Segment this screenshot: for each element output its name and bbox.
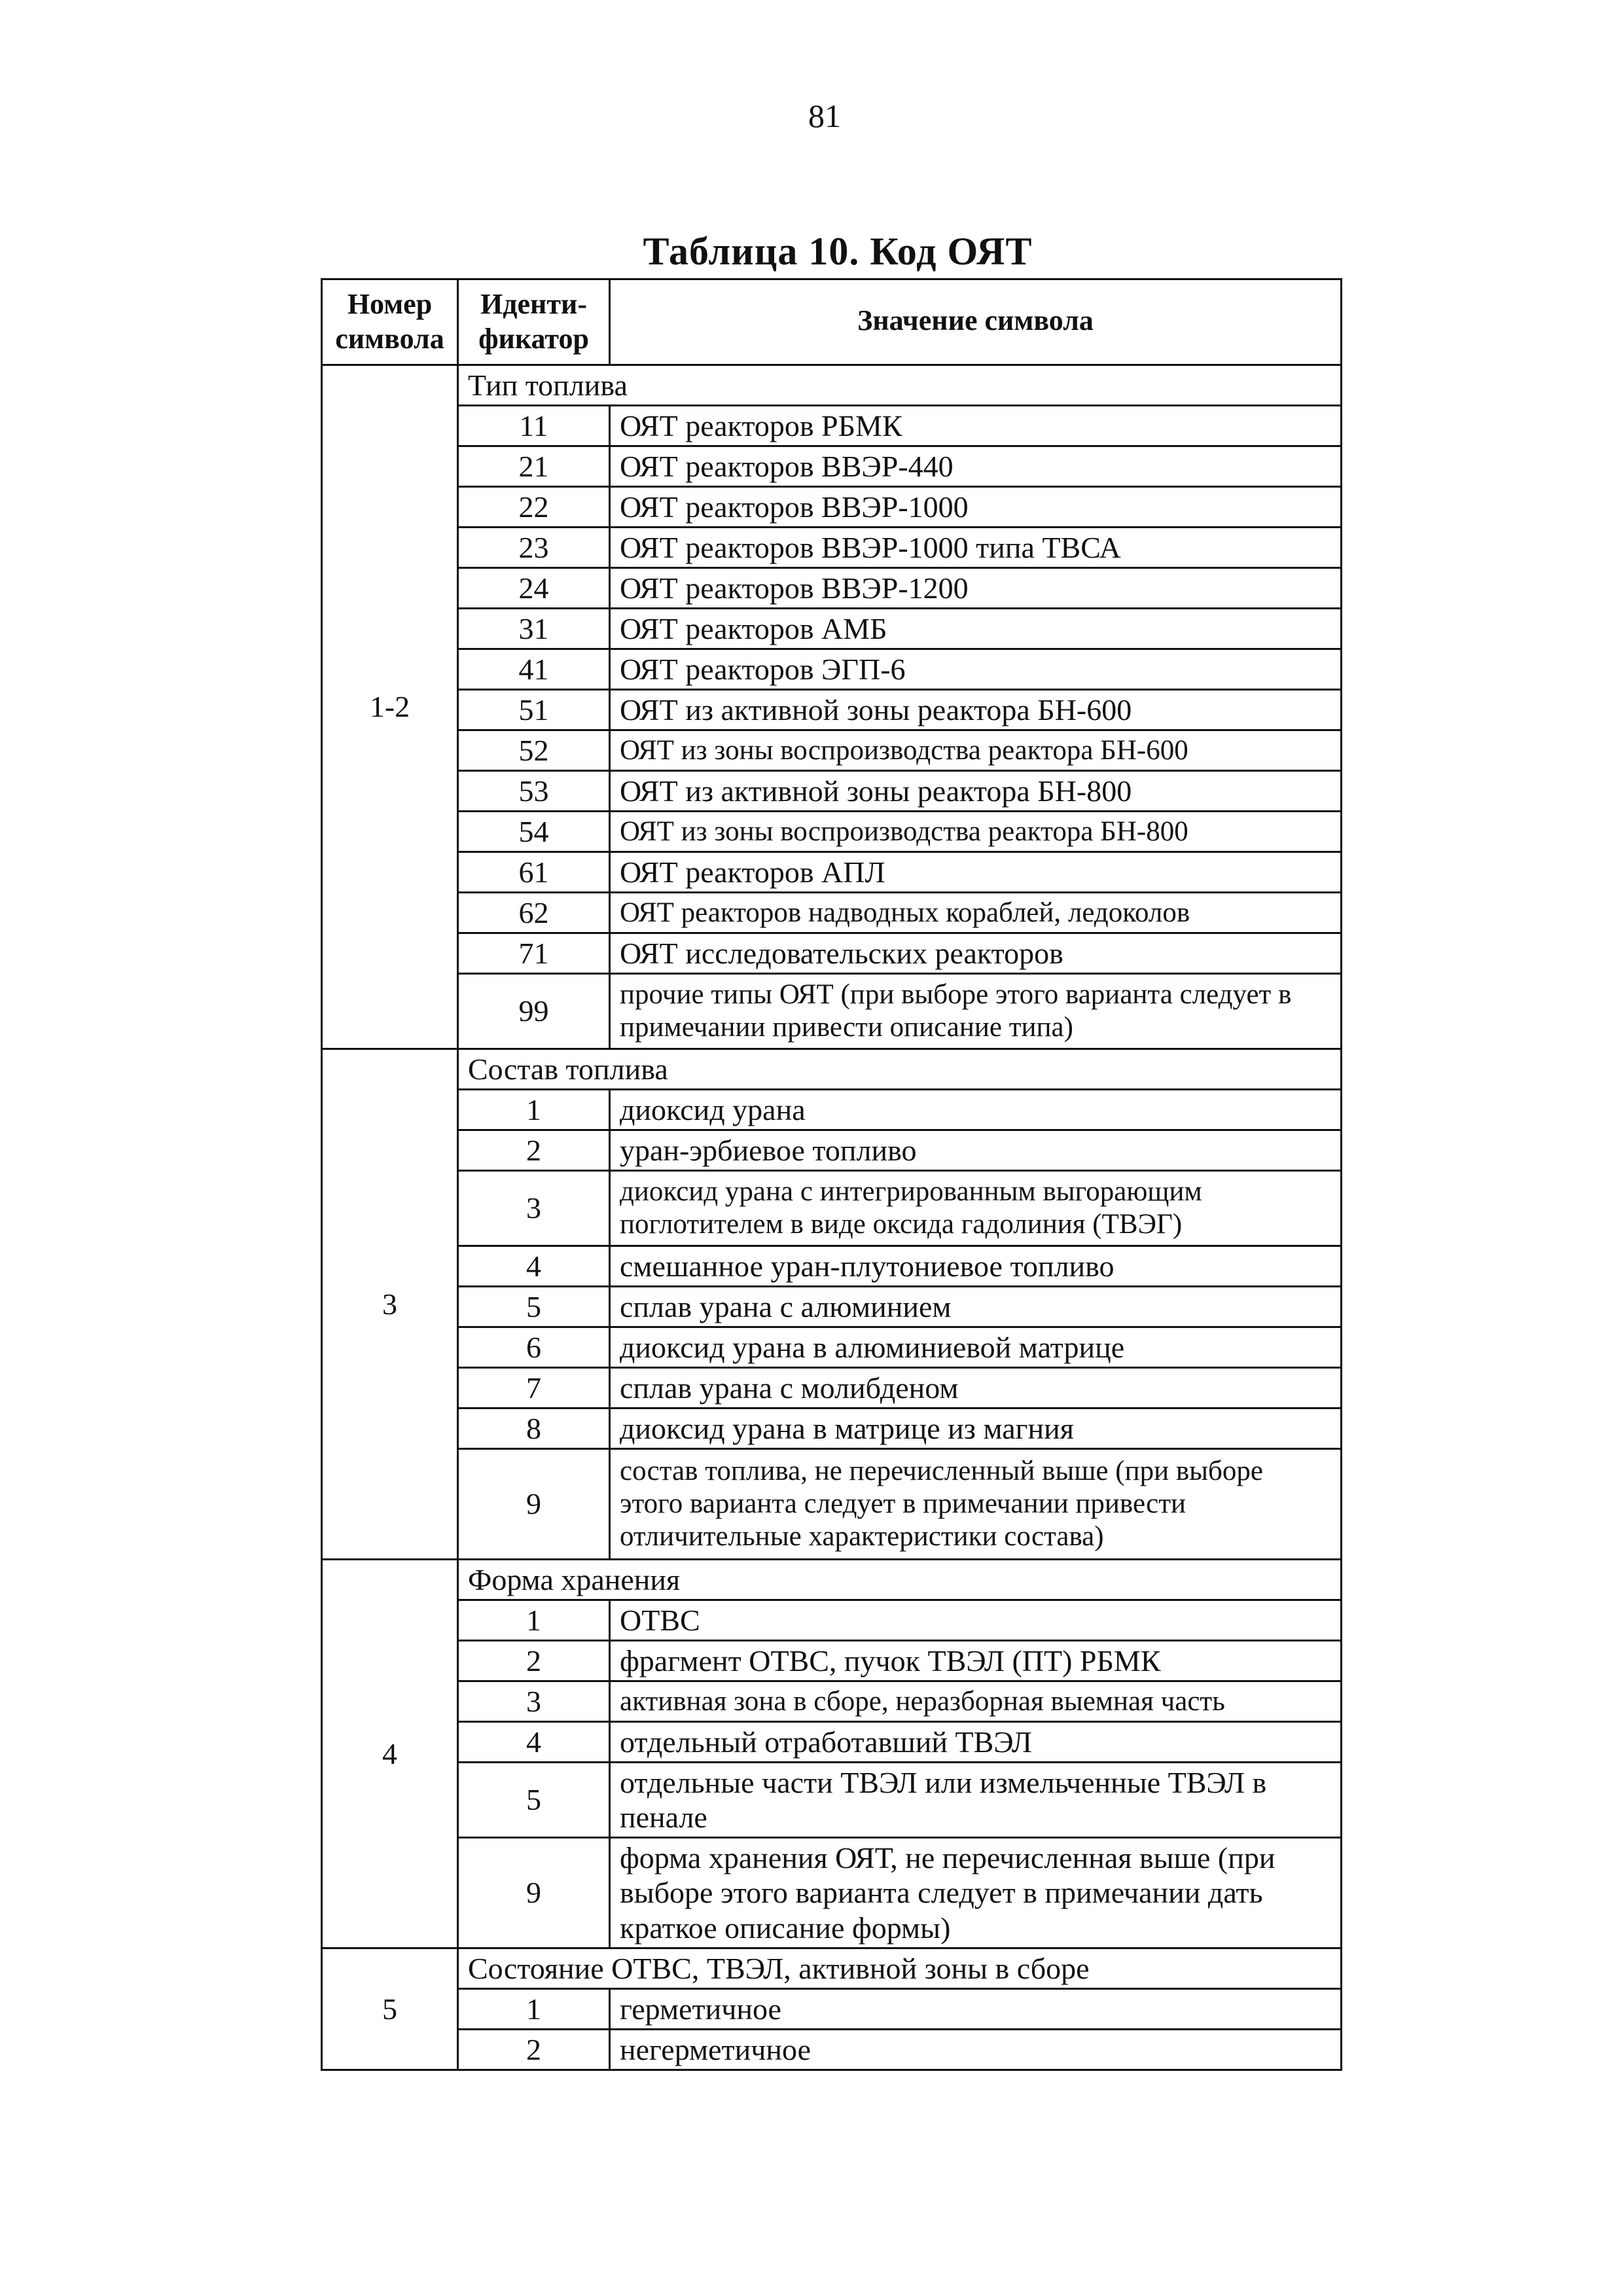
identifier-cell: 4 bbox=[458, 1722, 610, 1763]
identifier-cell: 1 bbox=[458, 1989, 610, 2030]
table-row bbox=[322, 1641, 1342, 1681]
meaning-cell: ОТВС bbox=[610, 1600, 1342, 1641]
table-row bbox=[322, 933, 1342, 974]
identifier-cell: 5 bbox=[458, 1287, 610, 1327]
identifier-cell: 24 bbox=[458, 568, 610, 609]
group-header-row bbox=[322, 1948, 1342, 1989]
table-row bbox=[322, 406, 1342, 446]
group-number: 1-2 bbox=[322, 365, 458, 1049]
identifier-cell: 3 bbox=[458, 1681, 610, 1722]
table-row bbox=[322, 771, 1342, 812]
identifier-cell: 1 bbox=[458, 1600, 610, 1641]
table-row bbox=[322, 1681, 1342, 1722]
identifier-cell: 23 bbox=[458, 528, 610, 568]
table-row bbox=[322, 1838, 1342, 1948]
meaning-cell: ОЯТ реакторов АМБ bbox=[610, 609, 1342, 649]
group-header-row bbox=[322, 1049, 1342, 1090]
identifier-cell: 22 bbox=[458, 487, 610, 528]
identifier-cell: 5 bbox=[458, 1763, 610, 1838]
identifier-cell: 61 bbox=[458, 852, 610, 893]
meaning-cell: ОЯТ реакторов ВВЭР-1000 типа ТВСА bbox=[610, 528, 1342, 568]
meaning-cell: ОЯТ из активной зоны реактора БН-600 bbox=[610, 690, 1342, 730]
group-name: Тип топлива bbox=[458, 365, 1342, 406]
meaning-cell: сплав урана с алюминием bbox=[610, 1287, 1342, 1327]
table-row bbox=[322, 1989, 1342, 2030]
code-table bbox=[321, 278, 1342, 2071]
identifier-cell: 9 bbox=[458, 1449, 610, 1560]
table-row bbox=[322, 2030, 1342, 2070]
group-name: Состояние ОТВС, ТВЭЛ, активной зоны в сборе bbox=[458, 1948, 1342, 1989]
identifier-cell: 21 bbox=[458, 446, 610, 487]
meaning-cell: отдельный отработавший ТВЭЛ bbox=[610, 1722, 1342, 1763]
meaning-cell: фрагмент ОТВС, пучок ТВЭЛ (ПТ) РБМК bbox=[610, 1641, 1342, 1681]
meaning-cell: прочие типы ОЯТ (при выборе этого варианта следует в примечании привести описание типа) bbox=[610, 974, 1342, 1049]
table-row bbox=[322, 1130, 1342, 1171]
meaning-cell: состав топлива, не перечисленный выше (при выборе этого варианта следует в примечании привести отличительные характеристики состава) bbox=[610, 1449, 1342, 1560]
identifier-cell: 52 bbox=[458, 730, 610, 771]
meaning-cell: сплав урана с молибденом bbox=[610, 1368, 1342, 1408]
group-name: Состав топлива bbox=[458, 1049, 1342, 1090]
meaning-cell: уран-эрбиевое топливо bbox=[610, 1130, 1342, 1171]
identifier-cell: 7 bbox=[458, 1368, 610, 1408]
meaning-cell: ОЯТ реакторов надводных кораблей, ледоколов bbox=[610, 893, 1342, 933]
table-row bbox=[322, 1246, 1342, 1287]
group-header-row bbox=[322, 1560, 1342, 1600]
table-row bbox=[322, 812, 1342, 852]
group-name: Форма хранения bbox=[458, 1560, 1342, 1600]
header-identifier: Иденти-фикатор bbox=[458, 279, 610, 365]
table-row bbox=[322, 487, 1342, 528]
meaning-cell: негерметичное bbox=[610, 2030, 1342, 2070]
meaning-cell: ОЯТ реакторов АПЛ bbox=[610, 852, 1342, 893]
identifier-cell: 6 bbox=[458, 1327, 610, 1368]
identifier-cell: 99 bbox=[458, 974, 610, 1049]
table-row bbox=[322, 1287, 1342, 1327]
meaning-cell: ОЯТ из зоны воспроизводства реактора БН-800 bbox=[610, 812, 1342, 852]
meaning-cell: ОЯТ реакторов ЭГП-6 bbox=[610, 649, 1342, 690]
table-row bbox=[322, 1449, 1342, 1560]
identifier-cell: 54 bbox=[458, 812, 610, 852]
meaning-cell: ОЯТ реакторов РБМК bbox=[610, 406, 1342, 446]
table-row bbox=[322, 1408, 1342, 1449]
identifier-cell: 71 bbox=[458, 933, 610, 974]
identifier-cell: 41 bbox=[458, 649, 610, 690]
group-number: 4 bbox=[322, 1560, 458, 1948]
table-title: Таблица 10. Код ОЯТ bbox=[643, 230, 1033, 273]
identifier-cell: 2 bbox=[458, 1641, 610, 1681]
meaning-cell: смешанное уран-плутониевое топливо bbox=[610, 1246, 1342, 1287]
identifier-cell: 11 bbox=[458, 406, 610, 446]
table-row bbox=[322, 649, 1342, 690]
identifier-cell: 4 bbox=[458, 1246, 610, 1287]
table-row bbox=[322, 1763, 1342, 1838]
table-row bbox=[322, 730, 1342, 771]
meaning-cell: форма хранения ОЯТ, не перечисленная выше (при выборе этого варианта следует в примечании дать краткое описание формы) bbox=[610, 1838, 1342, 1948]
table-row bbox=[322, 1600, 1342, 1641]
identifier-cell: 51 bbox=[458, 690, 610, 730]
table-row bbox=[322, 893, 1342, 933]
group-number: 5 bbox=[322, 1948, 458, 2070]
table-row bbox=[322, 446, 1342, 487]
meaning-cell: диоксид урана в алюминиевой матрице bbox=[610, 1327, 1342, 1368]
meaning-cell: диоксид урана с интегрированным выгорающим поглотителем в виде оксида гадолиния (ТВЭГ) bbox=[610, 1171, 1342, 1246]
identifier-cell: 2 bbox=[458, 2030, 610, 2070]
meaning-cell: ОЯТ реакторов ВВЭР-1000 bbox=[610, 487, 1342, 528]
meaning-cell: ОЯТ из зоны воспроизводства реактора БН-600 bbox=[610, 730, 1342, 771]
meaning-cell: герметичное bbox=[610, 1989, 1342, 2030]
table-row bbox=[322, 528, 1342, 568]
meaning-cell: ОЯТ реакторов ВВЭР-1200 bbox=[610, 568, 1342, 609]
identifier-cell: 62 bbox=[458, 893, 610, 933]
meaning-cell: диоксид урана в матрице из магния bbox=[610, 1408, 1342, 1449]
table-row bbox=[322, 1722, 1342, 1763]
meaning-cell: ОЯТ из активной зоны реактора БН-800 bbox=[610, 771, 1342, 812]
identifier-cell: 53 bbox=[458, 771, 610, 812]
table-row bbox=[322, 974, 1342, 1049]
identifier-cell: 1 bbox=[458, 1090, 610, 1130]
table-row bbox=[322, 1368, 1342, 1408]
meaning-cell: отдельные части ТВЭЛ или измельченные ТВЭЛ в пенале bbox=[610, 1763, 1342, 1838]
table-row bbox=[322, 852, 1342, 893]
table-row bbox=[322, 1171, 1342, 1246]
identifier-cell: 3 bbox=[458, 1171, 610, 1246]
meaning-cell: активная зона в сборе, неразборная выемная часть bbox=[610, 1681, 1342, 1722]
table-row bbox=[322, 1090, 1342, 1130]
meaning-cell: ОЯТ реакторов ВВЭР-440 bbox=[610, 446, 1342, 487]
meaning-cell: ОЯТ исследовательских реакторов bbox=[610, 933, 1342, 974]
table-row bbox=[322, 568, 1342, 609]
page-number: 81 bbox=[808, 98, 841, 134]
table-header-row bbox=[322, 279, 1342, 365]
table-row bbox=[322, 690, 1342, 730]
identifier-cell: 2 bbox=[458, 1130, 610, 1171]
meaning-cell: диоксид урана bbox=[610, 1090, 1342, 1130]
identifier-cell: 31 bbox=[458, 609, 610, 649]
identifier-cell: 8 bbox=[458, 1408, 610, 1449]
identifier-cell: 9 bbox=[458, 1838, 610, 1948]
group-header-row bbox=[322, 365, 1342, 406]
table-row bbox=[322, 1327, 1342, 1368]
table-body bbox=[322, 365, 1342, 2070]
header-meaning: Значение символа bbox=[610, 279, 1342, 365]
header-symbol-number: Номер символа bbox=[322, 279, 458, 365]
table-row bbox=[322, 609, 1342, 649]
group-number: 3 bbox=[322, 1049, 458, 1560]
